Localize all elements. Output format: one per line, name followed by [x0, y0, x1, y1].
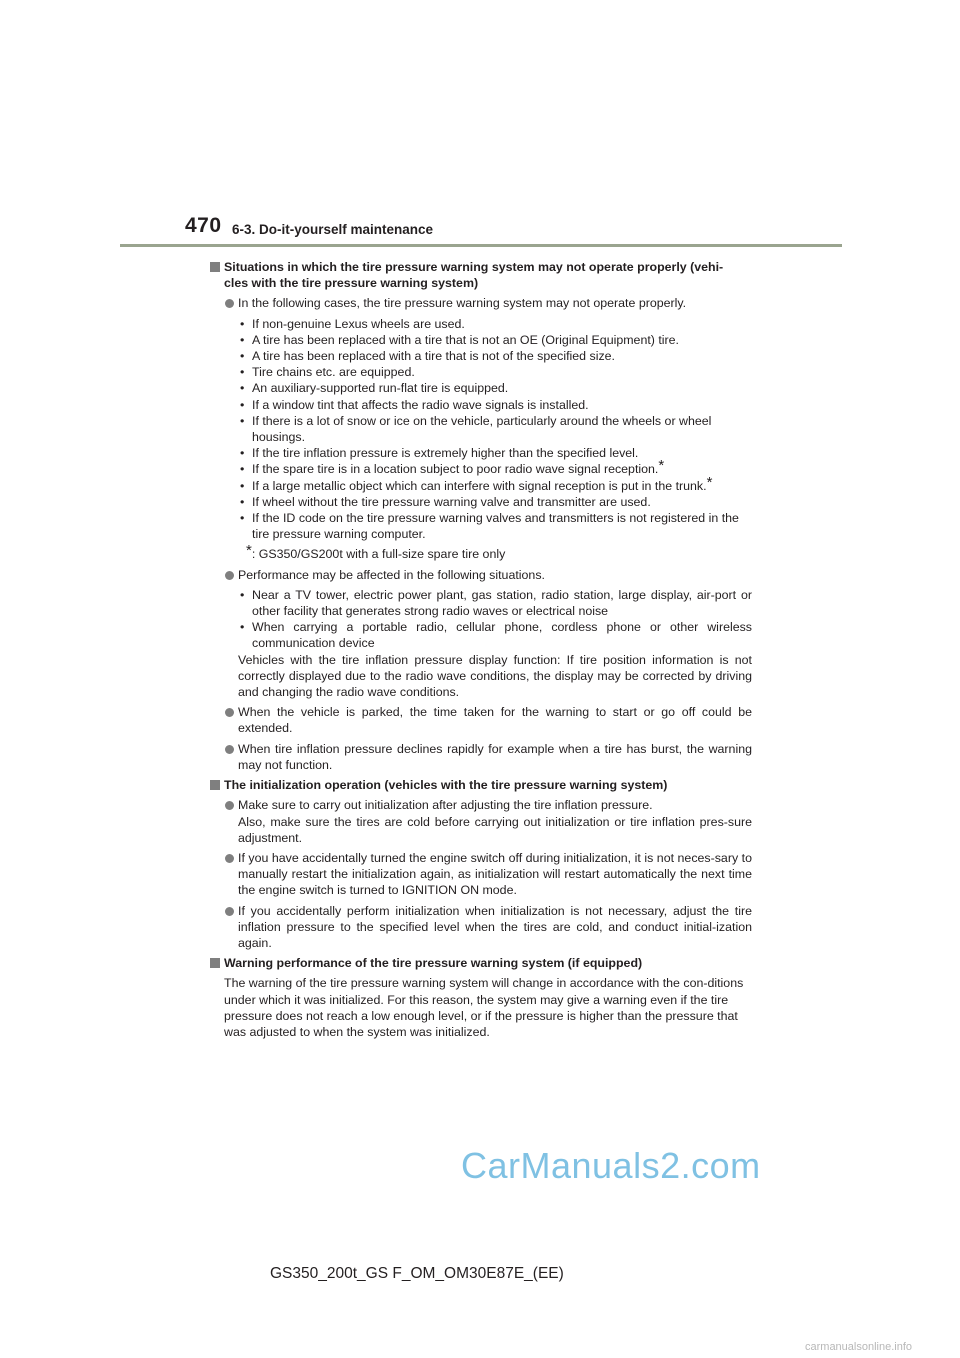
sub-item: • If a large metallic object which can interfere with signal reception is put in the trunk.* — [240, 473, 713, 493]
section-heading — [210, 777, 752, 793]
paragraph: The warning of the tire pressure warning system will change in accordance with the con-ditions under which it was initialized. For this reason, the system may give a warning even if the tire pressure does not reach a low enough level, or if the pressure is higher than the pressure that was adjusted to when the system was initialized. — [224, 976, 744, 1039]
section-heading — [210, 955, 752, 971]
footnote: *: GS350/GS200t with a full-size spare tire only — [246, 542, 506, 562]
footnote-star: * — [658, 457, 665, 475]
sub-list — [210, 316, 752, 543]
sub-item: • When carrying a portable radio, cellular phone, cordless phone or other wireless communication device — [240, 620, 752, 651]
sub-item: • If non-genuine Lexus wheels are used. — [240, 316, 465, 331]
sub-item: • If the ID code on the tire pressure warning valves and transmitters is not registered in the tire pressure warning computer. — [240, 511, 739, 542]
list-item: In the following cases, the tire pressure warning system may not operate properly. — [210, 295, 752, 311]
circle-bullet-icon — [225, 801, 234, 810]
circle-bullet-icon — [225, 708, 234, 717]
page-header — [0, 0, 960, 250]
sub-item: • If the spare tire is in a location subject to poor radio wave signal reception.* — [240, 457, 665, 477]
site-watermark: carmanualsonline.info — [805, 1341, 913, 1353]
square-bullet-icon — [210, 958, 220, 968]
list-item: When tire inflation pressure declines rapidly for example when a tire has burst, the warning may not function. — [210, 741, 752, 773]
square-bullet-icon — [210, 780, 220, 790]
sub-list — [210, 587, 752, 652]
list-item: If you have accidentally turned the engine switch off during initialization, it is not neces-sary to manually restart the initialization again, as initialization will restart automatically the next time the engine switch is turned to IGNITION ON mode. — [210, 850, 752, 899]
sub-item: • Near a TV tower, electric power plant, gas station, radio station, large display, air-port or other facility that generates strong radio waves or electrical noise — [240, 587, 752, 619]
circle-bullet-icon — [225, 571, 234, 580]
heading-text: The initialization operation (vehicles with the tire pressure warning system) — [224, 778, 668, 793]
circle-bullet-icon — [225, 854, 234, 863]
heading-text: Warning performance of the tire pressure warning system (if equipped) — [224, 956, 643, 971]
square-bullet-icon — [210, 262, 220, 272]
section-title: 6-3. Do-it-yourself maintenance — [232, 222, 434, 237]
sub-item: • If a window tint that affects the radio wave signals is installed. — [240, 397, 589, 412]
sub-item: • A tire has been replaced with a tire that is not an OE (Original Equipment) tire. — [240, 332, 680, 347]
list-item: Performance may be affected in the following situations. — [210, 567, 752, 583]
circle-bullet-icon — [225, 299, 234, 308]
footnote-star: * — [706, 473, 713, 491]
list-item: Make sure to carry out initialization after adjusting the tire inflation pressure. Also, make sure the tires are cold before carrying out initialization or tire inflation pres-sure adjustment. — [210, 797, 752, 846]
header-rule — [120, 244, 842, 247]
heading-text: Situations in which the tire pressure warning system may not operate properly (vehi- cles with the tire pressure warning system) — [224, 260, 724, 291]
circle-bullet-icon — [225, 745, 234, 754]
sub-item: • An auxiliary-supported run-flat tire is equipped. — [240, 381, 509, 396]
sub-item: • A tire has been replaced with a tire that is not of the specified size. — [240, 349, 615, 364]
sub-item: • If wheel without the tire pressure warning valve and transmitter are used. — [240, 494, 651, 509]
sub-item: • If there is a lot of snow or ice on the vehicle, particularly around the wheels or wheel housings. — [240, 413, 712, 445]
list-item: When the vehicle is parked, the time taken for the warning to start or go off could be extended. — [210, 704, 752, 736]
circle-bullet-icon — [225, 907, 234, 916]
section-heading — [210, 259, 752, 291]
list-item: If you accidentally perform initialization when initialization is not necessary, adjust the tire inflation pressure to the specified level when the tires are cold, and conduct initial-ization again. — [210, 903, 752, 952]
page-number: 470 — [185, 214, 222, 237]
paragraph: Vehicles with the tire inflation pressure display function: If tire position information is not correctly displayed due to the radio wave conditions, the display may be corrected by driving and changing the radio wave conditions. — [238, 652, 752, 700]
page-content — [210, 255, 752, 1040]
sub-item: • Tire chains etc. are equipped. — [240, 365, 415, 380]
watermark-logo: CarManuals2.com — [461, 1145, 761, 1186]
footnote-star: * — [246, 542, 252, 560]
document-code: GS350_200t_GS F_OM_OM30E87E_(EE) — [270, 1265, 564, 1282]
sub-item: • If the tire inflation pressure is extremely higher than the specified level. — [240, 446, 639, 461]
